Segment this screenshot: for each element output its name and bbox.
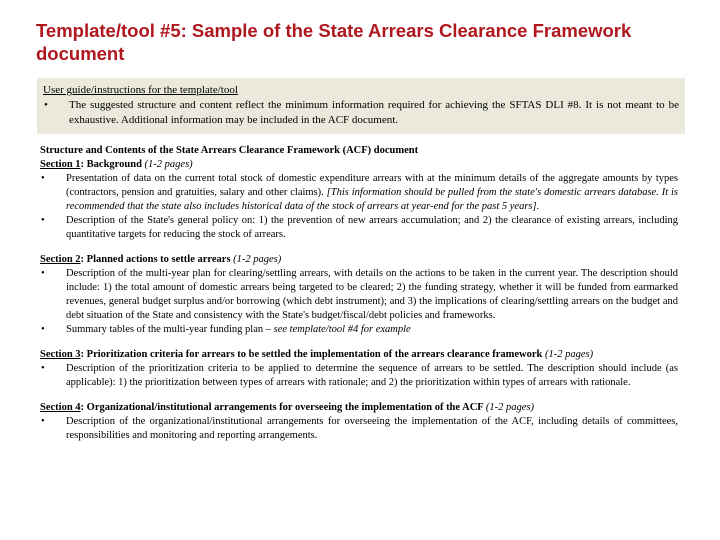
list-item-note: [This information should be pulled from the state's domestic arrears database. It is recommended that the state also includes historical data of the stock of arrears at year-end for the past 5 years]. [66,187,678,212]
section-title: : Background [80,159,145,170]
user-guide-text: The suggested structure and content reflect the minimum information required for achieving the SFTAS DLI #8. It is not meant to be exhaustive. Additional information may be included in the ACF document. [69,99,679,126]
list-item-note: see template/tool #4 for example [273,324,411,335]
bullet-icon: • [41,215,45,226]
section-number: Section 4 [40,402,81,413]
list-item [40,267,678,323]
bullet-icon: • [41,173,45,184]
document-heading: Structure and Contents of the State Arrears Clearance Framework (ACF) document [40,145,419,156]
section-4-heading [40,401,678,415]
list-item-text: Summary tables of the multi-year funding plan – [66,324,274,335]
section-title: : Prioritization criteria for arrears to be settled the implementation of the arrears clearance framework [80,349,546,360]
user-guide-bullet [43,98,679,128]
user-guide-heading: User guide/instructions for the template/tool [43,84,238,96]
list-item-text: Description of the State's general policy on: 1) the prevention of new arrears accumulation; and 2) the clearance of existing arrears, including quantitative targets for reducing the stock of arrears. [66,215,678,240]
list-item-text: Description of the multi-year plan for clearing/settling arrears, with details on the actions to be taken in the current year. The description should include: 1) the total amount of domestic arrears being targeted to be cleared; 2) the funding strategy, whether it will be funded from earmarked revenues, general budget surplus and/or borrowing (which debt instrument); and 3) the implications of clearing/settling arrears on the budget and debt situation of the State and consistency with the State's budget/fiscal/debt policies and frameworks. [66,268,678,321]
bullet-icon: • [41,416,45,427]
page-title: Template/tool #5: Sample of the State Arrears Clearance Framework document [36,20,632,64]
list-item [40,172,678,214]
section-number: Section 3 [40,349,81,360]
section-pages: (1-2 pages) [233,254,282,265]
section-title: : Organizational/institutional arrangements for overseeing the implementation of the ACF [80,402,486,413]
section-pages: (1-2 pages) [545,349,594,360]
list-item [40,362,678,390]
section-2-heading [40,253,678,267]
section-3-heading [40,348,678,362]
section-pages: (1-2 pages) [144,159,193,170]
bullet-icon: • [41,268,45,279]
bullet-icon: • [44,99,48,111]
section-number: Section 2 [40,254,81,265]
bullet-icon: • [41,363,45,374]
list-item-text: Description of the organizational/institutional arrangements for overseeing the implementation of the ACF, including details of committees, responsibilities and monitoring and reporting arrangements. [66,416,678,441]
list-item-text: Description of the prioritization criteria to be applied to determine the sequence of arrears to be settled. The description should include (as applicable): 1) the prioritization between types of arrears with rationale; and 2) the prioritization within types of arrears with rationale. [66,363,678,388]
user-guide-box [37,78,685,134]
section-number: Section 1 [40,159,81,170]
list-item [40,214,678,242]
list-item [40,323,678,337]
section-title: : Planned actions to settle arrears [80,254,234,265]
document-content [40,144,678,443]
section-1-heading [40,158,678,172]
list-item [40,415,678,443]
bullet-icon: • [41,324,45,335]
list-item-text: Presentation of data on the current total stock of domestic expenditure arrears with at the minimum details of the aggregate amounts by types (contractors, pension and gratuities, salary and other claims). [66,173,678,198]
section-pages: (1-2 pages) [485,402,535,413]
